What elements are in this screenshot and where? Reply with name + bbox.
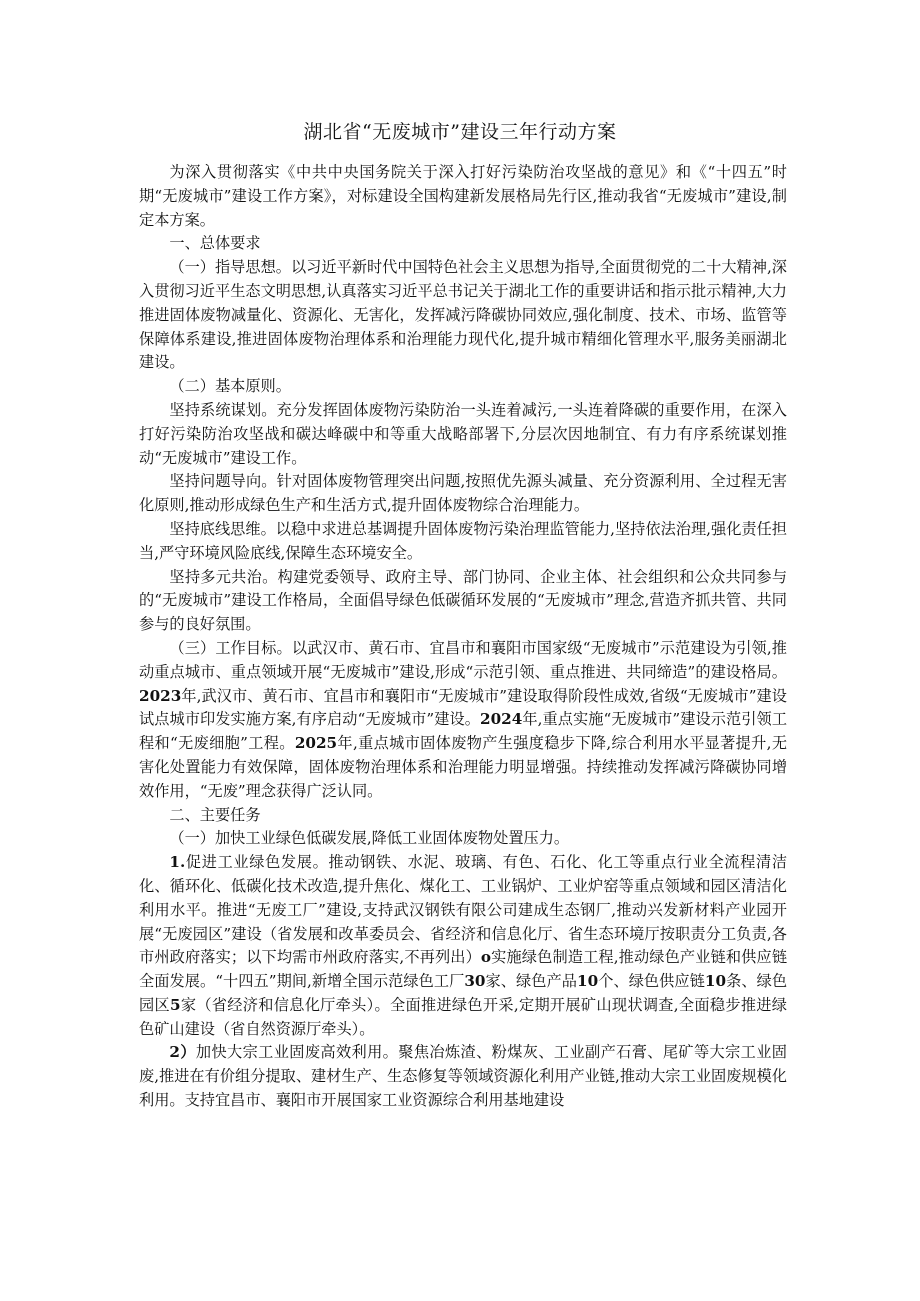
item1-text-c: 家、绿色产品: [485, 972, 578, 991]
item1-number: 1.: [169, 853, 186, 872]
goals-text-b: 年,武汉市、黄石市、宜昌市和襄阳市“无废城市”建设取得阶段性成效,省级“无废城市”建设试点城市印发实施方案,有序启动“无废城市”建设。: [139, 686, 787, 729]
number-10-chains: 10: [704, 972, 727, 991]
item1-paragraph: [139, 851, 787, 1041]
goals-text-d: 年,重点城市固体废物产生强度稳步下降,综合利用水平显著提升,无害化处置能力有效保障，固体废物治理体系和治理能力明显增强。持续推动发挥减污降碳协同增效作用，“无废”理念获得广泛认同。: [139, 734, 788, 800]
intro-paragraph: 为深入贯彻落实《中共中央国务院关于深入打好污染防治攻坚战的意见》和《“十四五”时期“无废城市”建设工作方案》，对标建设全国构建新发展格局先行区,推动我省“无废城市”建设,制定本方案。: [139, 163, 787, 229]
item2-paragraph: [139, 1041, 787, 1112]
item2-number: 2）: [169, 1043, 196, 1062]
principle-systematic-paragraph: 坚持系统谋划。充分发挥固体废物污染防治一头连着减污,一头连着降碳的重要作用，在深入打好污染防治攻坚战和碳达峰碳中和等重大战略部署下,分层次因地制宜、有力有序系统谋划推动“无废城市”建设工作。: [139, 400, 787, 467]
basic-principles-heading: （二）基本原则。: [169, 377, 291, 396]
item1-text-a: 促进工业绿色发展。推动钢铁、水泥、玻璃、有色、石化、化工等重点行业全流程清洁化、循环化、低碳化技术改造,提升焦化、煤化工、工业锅炉、工业炉窑等重点领域和园区清洁化利用水平。推进“无废工厂”建设,支持武汉钢铁有限公司建成生态钢厂,推动兴发新材料产业园开展“无废园区”建设（省发展和改革委员会、省经济和信息化厅、省生态环境厅按职责分工负责,各市州政府落实；以下均需市州政府落实,不再列出）: [139, 853, 787, 967]
item2-text: 加快大宗工业固废高效利用。聚焦冶炼渣、粉煤灰、工业副产石膏、尾矿等大宗工业固废,推进在有价组分提取、建材生产、生态修复等领域资源化利用产业链,推动大宗工业固废规模化利用。支持宜昌市、襄阳市开展国家工业资源综合利用基地建设: [139, 1043, 787, 1110]
number-30: 30: [464, 972, 486, 991]
principle-problem-paragraph: 坚持问题导向。针对固体废物管理突出问题,按照优先源头减量、充分资源利用、全过程无害化原则,推动形成绿色生产和生活方式,提升固体废物综合治理能力。: [139, 472, 787, 515]
goals-text-a: （三）工作目标。以武汉市、黄石市、宜昌市和襄阳市国家级“无废城市”示范建设为引领,推动重点城市、重点领域开展“无废城市”建设,形成“示范引领、重点推进、共同缔造”的建设格局。: [139, 638, 787, 681]
guiding-ideology-paragraph: （一）指导思想。以习近平新时代中国特色社会主义思想为指导,全面贯彻党的二十大精神,深入贯彻习近平生态文明思想,认真落实习近平总书记关于湖北工作的重要讲话和指示批示精神,大力推进固体废物减量化、资源化、无害化，发挥减污降碳协同效应,强化制度、技术、市场、监管等保障体系建设,推进固体废物治理体系和治理能力现代化,提升城市精细化管理水平,服务美丽湖北建设。: [139, 258, 787, 372]
number-5: 5: [169, 995, 181, 1014]
year-2025: 2025: [294, 734, 338, 753]
item1-text-f: 家（省经济和信息化厅牵头）。全面推进绿色开采,定期开展矿山现状调查,全面稳步推进绿色矿山建设（省自然资源厅牵头）。: [139, 995, 787, 1038]
task1-heading: （一）加快工业绿色低碳发展,降低工业固体废物处置压力。: [169, 829, 570, 848]
year-2023: 2023: [139, 686, 182, 705]
work-goals-paragraph: [139, 637, 787, 804]
item1-text-b: 实施绿色制造工程,推动绿色产业链和供应链全面发展。“十四五”期间,新增全国示范绿色工厂: [139, 948, 788, 991]
principle-governance-paragraph: 坚持多元共治。构建党委领导、政府主导、部门协同、企业主体、社会组织和公众共同参与的“无废城市”建设工作格局，全面倡导绿色低碳循环发展的“无废城市”理念,营造齐抓共管、共同参与的良好氛围。: [139, 567, 787, 634]
number-10-products: 10: [577, 972, 599, 991]
goals-text-c: 年,重点实施“无废城市”建设示范引领工程和“无废细胞”工程。: [139, 710, 788, 753]
item1-text-e: 条、绿色园区: [139, 972, 788, 1014]
document-title: 湖北省“无废城市”建设三年行动方案: [303, 121, 617, 143]
section-heading-main-tasks: 二、主要任务: [169, 805, 261, 824]
year-2024: 2024: [480, 710, 523, 729]
item1-text-d: 个、绿色供应链: [598, 972, 705, 991]
principle-bottomline-paragraph: 坚持底线思维。以稳中求进总基调提升固体废物污染治理监管能力,坚持依法治理,强化责任担当,严守环境风险底线,保障生态环境安全。: [139, 519, 787, 562]
document-body: [139, 161, 787, 1113]
item1-stray-mark: o: [480, 948, 492, 967]
section-heading-general-requirements: 一、总体要求: [169, 234, 261, 253]
